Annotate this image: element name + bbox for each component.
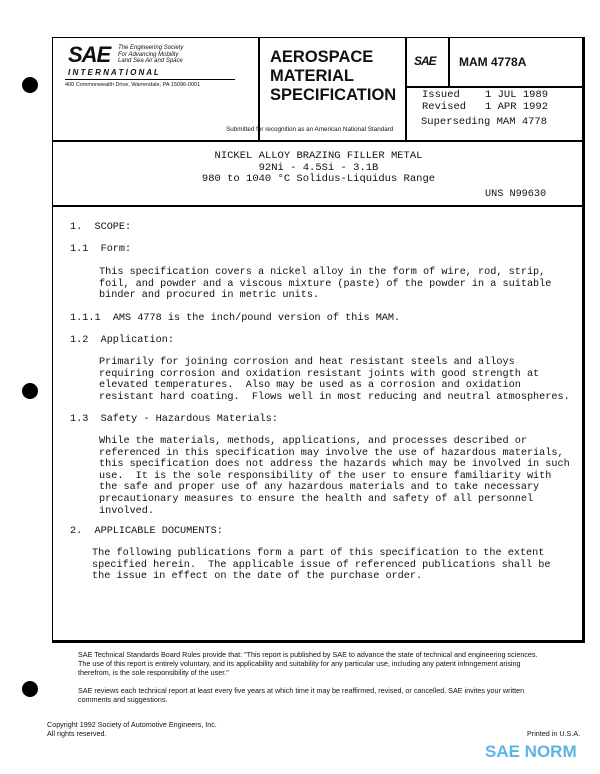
doc-type-line: SPECIFICATION xyxy=(270,86,397,104)
section-heading xyxy=(70,222,131,234)
section-body: This specification covers a nickel alloy in the form of wire, rod, strip, foil, and powder and a viscous mixture (paste) of the powder in a suitable binder and procured in metric units. xyxy=(99,267,552,302)
revised-row xyxy=(422,102,548,114)
issued-date: 1 JUL 1989 xyxy=(485,89,549,101)
divider xyxy=(405,37,407,140)
divider xyxy=(52,205,585,207)
logo-international: I N T E R N A T I O N A L xyxy=(68,68,159,77)
text: Form: xyxy=(100,244,132,255)
divider xyxy=(405,86,585,88)
section-heading xyxy=(70,335,174,347)
doc-type-line: MATERIAL xyxy=(270,67,355,85)
text: SCOPE: xyxy=(94,222,132,233)
copyright-line: Copyright 1992 Society of Automotive Engineers, Inc. xyxy=(47,720,217,729)
review-note: SAE reviews each technical report at least every five years at which time it may be reaffirmed, revised, or cancelled. SAE invites your written comments and suggestions. xyxy=(78,686,525,704)
section-heading xyxy=(70,414,278,426)
text: Safety - Hazardous Materials: xyxy=(100,414,278,425)
document-type xyxy=(270,48,396,105)
punch-hole xyxy=(22,383,38,399)
text: APPLICABLE DOCUMENTS: xyxy=(94,526,223,537)
title-line: 92Ni - 4.5Si - 3.1B xyxy=(258,161,379,174)
section-body: While the materials, methods, applications, and processes described or referenced in this specification may involve the use of hazardous materials, this specification does not address the hazards which may be involved in such use. It is the sole responsibility of the user to ensure familiarity with the safe and proper use of any hazardous materials and to take necessary precautionary measures to ensure the health and safety of all personnel involved. xyxy=(99,436,570,517)
revised-label: Revised xyxy=(422,100,467,113)
revised-date: 1 APR 1992 xyxy=(485,100,549,113)
logo-mark: SAE xyxy=(68,42,111,67)
printed-in: Printed in U.S.A. xyxy=(527,729,581,738)
recognition-note: Submitted for recognition as an American National Standard xyxy=(226,126,394,133)
superseding: Superseding MAM 4778 xyxy=(421,116,548,128)
issued-label: Issued xyxy=(422,89,460,101)
section-heading xyxy=(70,313,400,325)
rights-line: All rights reserved. xyxy=(47,729,107,738)
uns-number: UNS N99630 xyxy=(485,189,547,200)
address: 400 Commonwealth Drive, Warrendale, PA 15096-0001 xyxy=(65,82,201,88)
logo-tagline: For Advancing Mobility xyxy=(118,51,179,58)
divider xyxy=(448,37,450,87)
logo-tagline: The Engineering Society xyxy=(118,45,184,51)
divider xyxy=(258,37,260,140)
text: Application: xyxy=(100,335,174,346)
divider xyxy=(65,79,235,80)
text: AMS 4778 is the inch/pound version of this MAM. xyxy=(112,313,401,324)
section-heading xyxy=(70,526,223,538)
section-body: Primarily for joining corrosion and heat resistant steels and alloys requiring corrosion and oxidation resistant joints with good strength at elevated temperatures. Also may be used as a corrosion and oxidation resistant hard coating. Flows well in most reducing and neutral atmospheres. xyxy=(99,357,570,403)
punch-hole xyxy=(22,681,38,697)
divider xyxy=(52,140,585,142)
section-body: The following publications form a part of this specification to the extent specified herein. The applicable issue of referenced publications shall be the issue in effect on the date of the purchase order. xyxy=(92,548,551,583)
document-number: MAM 4778A xyxy=(459,55,527,69)
text: 2. xyxy=(70,526,83,537)
issue-dates xyxy=(422,90,548,113)
copyright xyxy=(47,720,217,738)
text: 1.1 xyxy=(70,244,89,255)
text: 1.2 xyxy=(70,335,89,346)
text: 1.1.1 xyxy=(70,313,101,324)
small-sae-logo: SAE xyxy=(414,54,436,68)
document-title xyxy=(52,151,585,186)
title-line: 980 to 1040 °C Solidus-Liquidus Range xyxy=(201,173,436,186)
section-heading xyxy=(70,244,131,256)
logo-tagline: Land Sea Air and Space xyxy=(118,58,183,64)
text: 1. xyxy=(70,222,83,233)
standards-rules-note: SAE Technical Standards Board Rules provide that: "This report is published by SAE to advance the state of technical and engineering sciences. The use of this report is entirely voluntary, and its applicability and suitability for any particular use, including any patent infringement arising therefrom, is the sole responsibility of the user." xyxy=(78,650,538,677)
text: 1.3 xyxy=(70,414,89,425)
title-line: NICKEL ALLOY BRAZING FILLER METAL xyxy=(214,150,423,162)
sae-norm-watermark: SAE NORM xyxy=(485,742,577,761)
punch-hole xyxy=(22,77,38,93)
doc-type-line: AEROSPACE xyxy=(270,48,374,66)
